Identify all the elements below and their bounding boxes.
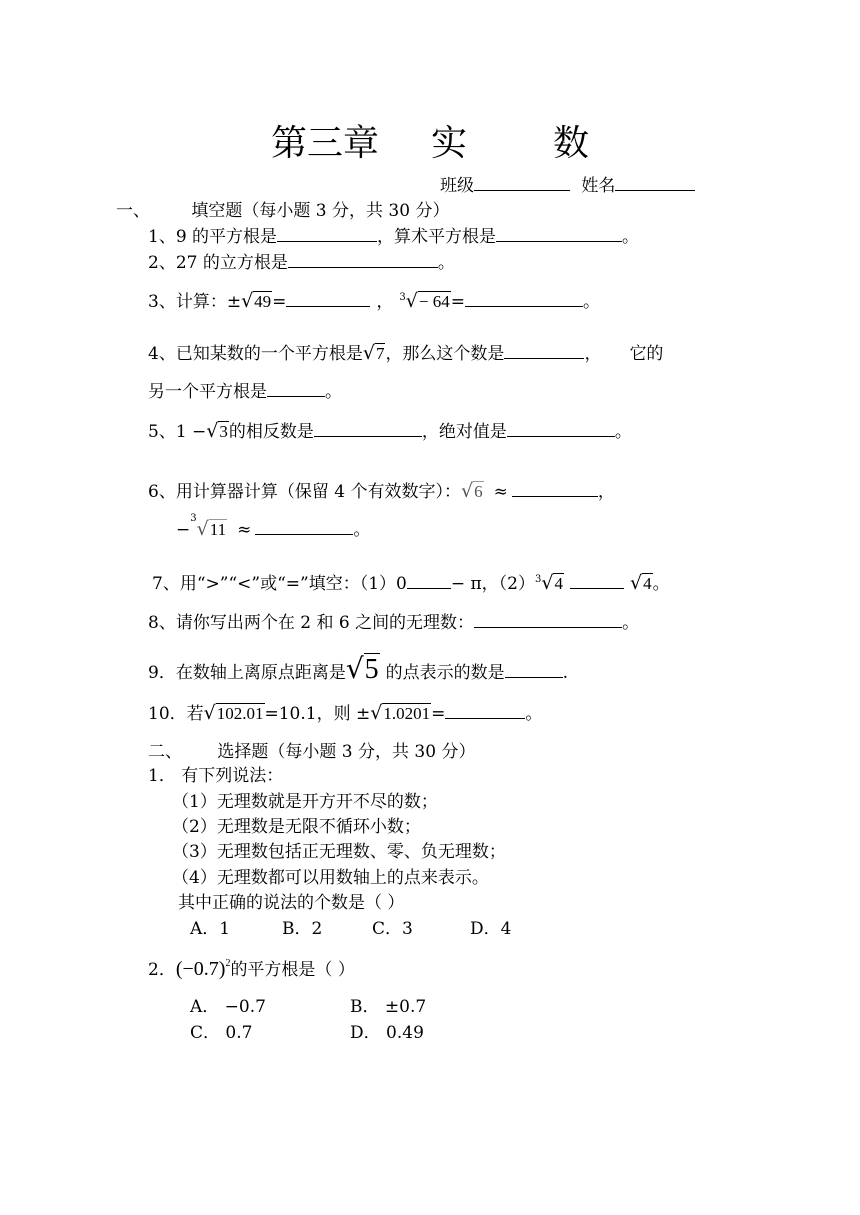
section2-heading <box>148 741 475 763</box>
statement-item: （2）无理数是无限不循环小数； <box>172 817 421 837</box>
question-1-6-cont: −$^3$√11 ≈ 。 <box>176 514 370 545</box>
question-1-2: 2、27 的立方根是 。 <box>148 253 455 273</box>
question-1-1: 1、9 的平方根是 ，算术平方根是 。 <box>148 227 640 247</box>
answer-blank <box>504 342 584 359</box>
class-label: 班级 <box>440 176 474 196</box>
sqrt-4: √4 <box>629 572 652 594</box>
option-c: C．3 <box>372 919 413 939</box>
answer-blank <box>570 572 624 589</box>
option-d: D． 0.49 <box>350 1023 424 1043</box>
answer-blank <box>267 380 325 397</box>
sqrt-49: √49 <box>241 290 272 312</box>
answer-blank <box>496 225 622 242</box>
sqrt-102-01: √102.01 <box>203 702 264 724</box>
cbrt-4: $^3$√4 <box>534 572 563 594</box>
question-2-1-stem: 1． 有下列说法： <box>148 766 284 786</box>
answer-blank <box>445 702 525 719</box>
option-b: B． ±0.7 <box>350 997 427 1017</box>
question-2-1-options <box>190 918 511 940</box>
question-2-1-ask: 其中正确的说法的个数是（ ） <box>178 893 405 913</box>
answer-blank <box>277 225 377 242</box>
section2-number: 二、 <box>148 742 182 762</box>
sqrt-6: √6 <box>460 480 483 502</box>
question-1-7: 7、用“>”“<”或“=”填空：（1）0 − π，$(2)^3√4$ √4。 <box>152 572 670 594</box>
statement-item: （1）无理数就是开方开不尽的数； <box>172 792 438 812</box>
class-blank <box>474 174 570 191</box>
sqrt-5: √5 <box>345 652 379 685</box>
answer-blank <box>286 290 370 307</box>
section1-title: 填空题（每小题 3 分，共 30 分） <box>191 201 450 221</box>
option-c: C． 0.7 <box>190 1023 253 1043</box>
answer-blank <box>507 420 615 437</box>
answer-blank <box>465 290 583 307</box>
answer-blank <box>288 251 438 268</box>
answer-blank <box>314 420 422 437</box>
option-b: B．2 <box>282 919 323 939</box>
option-a: A． −0.7 <box>190 997 266 1017</box>
name-blank <box>615 174 695 191</box>
option-d: D．4 <box>470 919 512 939</box>
answer-blank <box>505 661 563 678</box>
answer-blank <box>512 480 598 497</box>
option-a: A．1 <box>190 919 231 939</box>
cbrt-neg-64: $^3$√− 64 <box>399 290 450 312</box>
page-title: 第三章 实 数 <box>270 123 590 164</box>
question-1-3: 3、计算：±√49= ， $^3$√− 64= 。 <box>148 290 600 312</box>
question-1-9: 9．在数轴上离原点距离是√5 的点表示的数是 . <box>148 652 569 685</box>
class-name-line <box>440 174 695 197</box>
answer-blank <box>255 518 353 535</box>
question-1-10: 10．若√102.01=10.1，则 ±√1.0201= 。 <box>148 702 543 724</box>
section1-number: 一、 <box>116 201 150 221</box>
sqrt-7: √7 <box>362 342 385 364</box>
sqrt-1-0201: √1.0201 <box>370 702 431 724</box>
answer-blank <box>474 611 622 628</box>
name-label: 姓名 <box>581 176 616 196</box>
question-2-2-stem: 2．$(-0.7)^2$的平方根是（ ） <box>148 958 355 980</box>
question-1-4-cont: 另一个平方根是 。 <box>148 382 342 402</box>
question-1-8: 8、请你写出两个在 2 和 6 之间的无理数： 。 <box>148 613 640 633</box>
cbrt-11: $^3$√11 <box>190 513 227 540</box>
question-2-2-options-row2 <box>190 1022 424 1044</box>
question-1-6: 6、用计算器计算（保留 4 个有效数字）：√6 ≈ ， <box>148 480 615 502</box>
sqrt-3: √3 <box>206 420 228 442</box>
answer-blank <box>407 572 451 589</box>
question-2-2-options-row1 <box>190 996 426 1018</box>
section1-heading <box>116 200 449 222</box>
question-1-4: 4、已知某数的一个平方根是√7，那么这个数是 ， 它的 <box>148 342 664 364</box>
statement-item: （4）无理数都可以用数轴上的点来表示。 <box>172 868 489 888</box>
section2-title: 选择题（每小题 3 分，共 30 分） <box>217 742 476 762</box>
question-1-5: 5、1 −√3的相反数是 ，绝对值是 。 <box>148 420 632 442</box>
statement-item: （3）无理数包括正无理数、零、负无理数； <box>172 842 506 862</box>
